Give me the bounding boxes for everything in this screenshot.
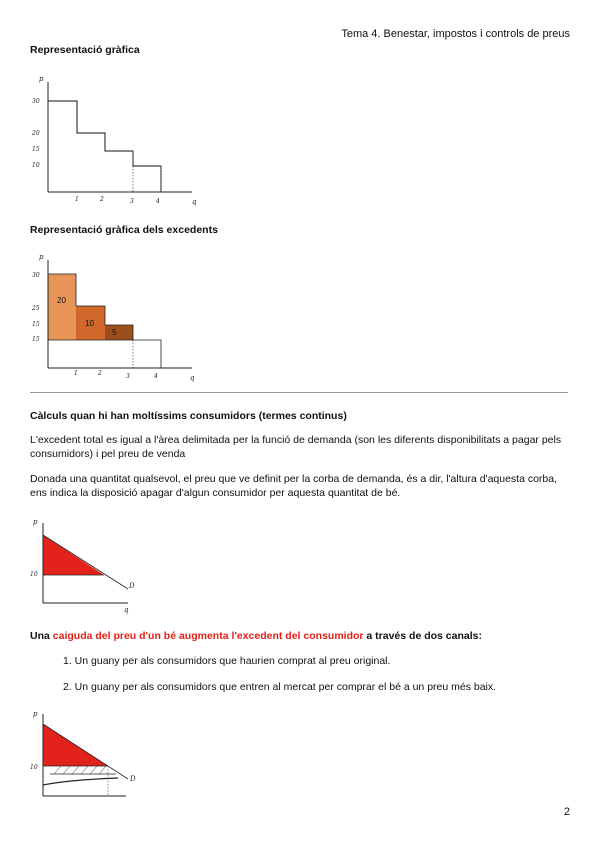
x-tick-1: 1: [75, 196, 79, 203]
document-header: Tema 4. Benestar, impostos i controls de preus: [341, 28, 570, 40]
x-tick-2: 2: [98, 370, 102, 377]
continuous-surplus-chart: [28, 515, 148, 615]
surplus-step-chart: [30, 250, 210, 385]
y-tick-20: 20: [32, 130, 40, 137]
y-tick-25: 25: [32, 305, 40, 312]
list-item-1: 1. Un guany per als consumidors que haurien comprat al preu original.: [63, 655, 391, 667]
surplus-value-2: 10: [85, 319, 94, 328]
demand-step-line: [48, 101, 161, 192]
y-axis-label: p: [39, 253, 44, 261]
intro-highlight: caiguda del preu d'un bé augmenta l'excedent del consumidor: [52, 630, 364, 642]
demand-step-chart: [30, 70, 210, 210]
x-axis-label: q: [124, 606, 129, 614]
x-tick-2: 2: [100, 196, 104, 203]
x-tick-4: 4: [156, 198, 160, 205]
x-tick-4: 4: [154, 373, 158, 380]
x-tick-1: 1: [74, 370, 78, 377]
section-divider: [30, 392, 568, 393]
y-tick-15b: 15: [32, 336, 40, 343]
price-drop-intro: [30, 630, 482, 642]
x-tick-3: 3: [130, 198, 134, 205]
price-drop-surplus-chart: [28, 708, 148, 803]
paragraph-total-surplus: L'excedent total es igual a l'àrea delimitada per la funció de demanda (son les diferents disponibilitats a pagar pels consumidors) i pel preu de venda: [30, 434, 562, 460]
curve-label: D: [130, 775, 136, 783]
curve-label: D: [129, 582, 135, 590]
surplus-value-1: 20: [57, 296, 66, 305]
price-label: 10: [30, 571, 38, 578]
surplus-block-3: [105, 325, 133, 340]
list-item-2: 2. Un guany per als consumidors que entren al mercat per comprar el bé a un preu més baix.: [63, 681, 497, 693]
x-axis-label: q: [192, 198, 197, 206]
intro-suffix: a través de dos canals:: [363, 630, 482, 642]
x-axis-label: q: [190, 374, 195, 382]
section-heading-graph: Representació gràfica: [30, 44, 140, 56]
intro-prefix: Una: [30, 630, 53, 642]
section-heading-continuous: Càlculs quan hi han moltíssims consumidors (termes continus): [30, 410, 347, 422]
y-tick-15: 15: [32, 146, 40, 153]
y-tick-30: 30: [32, 98, 40, 105]
price-label: 10: [30, 764, 38, 771]
surplus-value-3: 5: [112, 328, 117, 337]
y-axis-label: p: [33, 710, 38, 718]
y-axis-label: p: [39, 75, 44, 83]
page-number: 2: [563, 806, 570, 818]
y-tick-30: 30: [32, 272, 40, 279]
x-tick-3: 3: [126, 373, 130, 380]
y-tick-10: 10: [32, 162, 40, 169]
new-consumers-curve: [43, 778, 118, 785]
y-tick-15a: 15: [32, 321, 40, 328]
paragraph-demand-height: Donada una quantitat qualsevol, el preu que ve definit per la corba de demanda, és a dir, l'altura d'aquesta corba, ens indica la disposició apagar d'algun consumidor per aquesta quantitat de bé.: [30, 473, 558, 499]
section-heading-surplus: Representació gràfica dels excedents: [30, 224, 218, 236]
surplus-block-1: [48, 274, 76, 340]
y-axis-label: p: [33, 518, 38, 526]
hatched-gain-area: [54, 766, 106, 774]
